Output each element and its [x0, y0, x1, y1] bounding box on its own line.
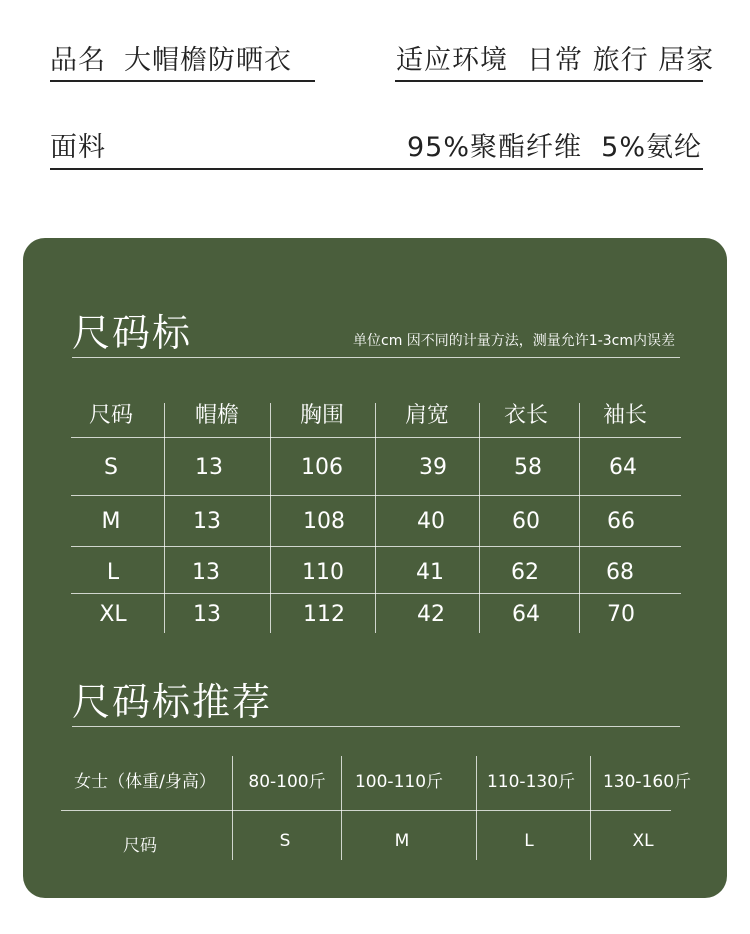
col-divider — [270, 403, 271, 633]
title-underline — [72, 357, 680, 358]
table-cell: 58 — [514, 455, 542, 480]
table-cell: S — [104, 455, 118, 480]
fabric-label: 面料 — [50, 132, 106, 163]
row-divider — [71, 546, 681, 547]
col-divider — [164, 403, 165, 633]
header-cell: 肩宽 — [404, 403, 450, 428]
size-value: XL — [632, 831, 654, 851]
header-cell: 胸围 — [299, 403, 345, 428]
weight-range: 130-160斤 — [602, 772, 692, 792]
size-card — [23, 238, 727, 898]
row-divider — [71, 593, 681, 594]
col-divider — [590, 756, 591, 860]
table-cell: 64 — [512, 602, 540, 627]
col-divider — [375, 403, 376, 633]
divider — [50, 168, 703, 170]
divider — [395, 80, 703, 82]
table-cell: 106 — [301, 455, 343, 480]
size-chart-note: 单位cm 因不同的计量方法，测量允许1-3cm内误差 — [353, 333, 675, 349]
fabric-value: 95%聚酯纤维 5%氨纶 — [406, 132, 702, 163]
table-cell: M — [101, 509, 121, 534]
name-value: 大帽檐防晒衣 — [124, 45, 292, 76]
env-label: 适应环境 — [396, 45, 508, 76]
col-divider — [476, 756, 477, 860]
table-cell: 42 — [417, 602, 445, 627]
table-cell: 70 — [607, 602, 635, 627]
header-cell: 衣长 — [503, 403, 549, 428]
row-divider — [71, 437, 681, 438]
size-value: S — [279, 831, 291, 851]
col-divider — [479, 403, 480, 633]
table-cell: 112 — [303, 602, 345, 627]
title-underline — [72, 726, 680, 727]
table-cell: 13 — [193, 509, 221, 534]
name-label: 品名 — [50, 45, 106, 76]
table-cell: 66 — [607, 509, 635, 534]
table-cell: 110 — [302, 560, 344, 585]
header-cell: 帽檐 — [194, 403, 240, 428]
col-divider — [341, 756, 342, 860]
size-value: M — [394, 831, 410, 851]
col-divider — [579, 403, 580, 633]
weight-height-label: 女士（体重/身高） — [74, 772, 216, 792]
table-cell: 40 — [417, 509, 445, 534]
size-chart-title: 尺码标 — [72, 311, 193, 355]
col-divider — [232, 756, 233, 860]
table-cell: 62 — [511, 560, 539, 585]
row-divider — [71, 495, 681, 496]
recommend-title: 尺码标推荐 — [72, 680, 273, 724]
table-cell: 64 — [609, 455, 637, 480]
header-cell: 尺码 — [88, 403, 134, 428]
table-cell: 39 — [419, 455, 447, 480]
table-cell: 41 — [416, 560, 444, 585]
env-value: 日常 旅行 居家 — [527, 45, 715, 76]
weight-range: 100-110斤 — [354, 772, 444, 792]
row-divider — [61, 810, 671, 811]
weight-range: 80-100斤 — [248, 772, 326, 792]
table-cell: 13 — [195, 455, 223, 480]
table-cell: 60 — [512, 509, 540, 534]
table-cell: XL — [99, 602, 127, 627]
weight-range: 110-130斤 — [486, 772, 576, 792]
table-cell: 68 — [606, 560, 634, 585]
table-cell: 13 — [192, 560, 220, 585]
table-cell: 108 — [303, 509, 345, 534]
header-cell: 袖长 — [602, 403, 648, 428]
size-label: 尺码 — [123, 836, 157, 856]
table-cell: 13 — [193, 602, 221, 627]
table-cell: L — [106, 560, 120, 585]
size-value: L — [524, 831, 534, 851]
divider — [50, 80, 315, 82]
